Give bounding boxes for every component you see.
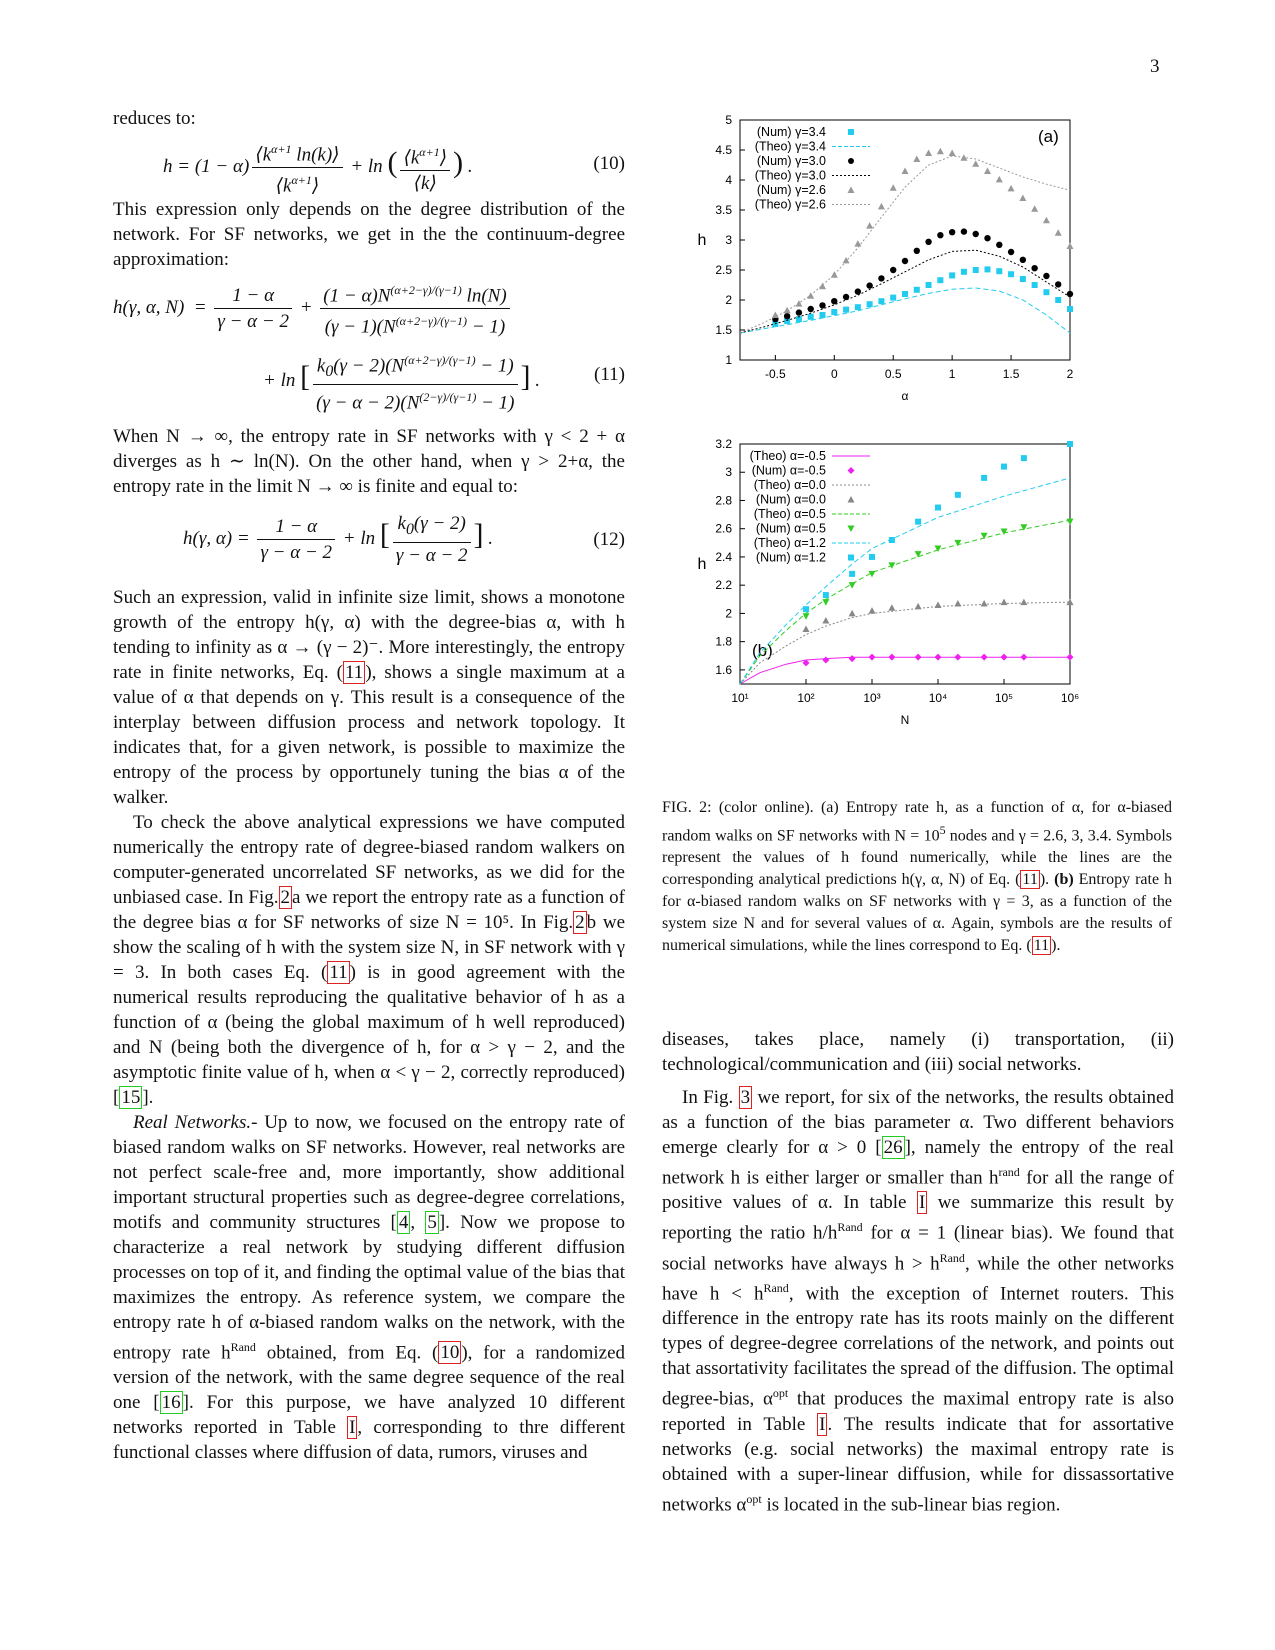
data-point <box>866 282 872 288</box>
data-point <box>849 655 856 662</box>
data-point <box>855 288 861 294</box>
fig-3-link[interactable]: 3 <box>740 1087 751 1108</box>
data-point <box>890 184 897 191</box>
eq-11-link-2[interactable]: 11 <box>329 962 348 983</box>
data-point <box>913 156 920 163</box>
data-point <box>1008 271 1014 277</box>
data-point <box>1055 229 1062 236</box>
figure-caption: FIG. 2: (color online). (a) Entropy rate h, as a function of α, for α-biased random walks on SF networks with $N = 10^5$ nodes and γ = 2.6, 3, 3.4. Symbols represent the values of h found numerically, while the lines are the corresponding analytical predictions h(γ, α, N) of Eq. ( 11 ). (b) Entropy rate h for α-biased random walks on SF networks with γ = 3, as a function of the system size N and for several values of α. Again, symbols are the results of numerical simulations, while the lines correspond to Eq. ( 11 ). <box>662 799 1173 955</box>
data-point <box>981 475 987 481</box>
data-point <box>984 168 991 175</box>
legend-label: (Num) γ=2.6 <box>756 183 826 197</box>
data-point <box>961 269 967 275</box>
data-point <box>803 613 810 620</box>
data-point <box>1043 289 1049 295</box>
data-point <box>849 610 856 617</box>
x-tick-label: 1 <box>948 367 956 381</box>
data-point <box>869 607 876 614</box>
data-point <box>1020 599 1027 606</box>
data-point <box>1020 276 1026 282</box>
data-point <box>1067 291 1073 297</box>
data-point <box>1055 297 1061 303</box>
data-point <box>822 599 829 606</box>
y-tick-label: 1 <box>725 353 732 367</box>
table-1-link-3[interactable]: I <box>819 1413 826 1435</box>
paragraph-when: When N → ∞, the entropy rate in SF networks with γ < 2 + α diverges as h ∼ ln(N). On the other hand, when γ > 2+α, the entropy rate in the limit N → ∞ is finite and equal to: <box>113 426 625 497</box>
x-tick-label: 10⁴ <box>928 691 948 705</box>
legend-label: (Theo) α=-0.5 <box>749 449 826 463</box>
data-point <box>819 283 826 290</box>
paragraph-check: To check the above analytical expressions we have computed numerically the entropy rate of degree-biased random walkers on computer-generated uncorrelated SF networks, as we did for the unbiased case. In Fig. 2 a we report the entropy rate as a function of the degree bias α for SF networks of size N = 10⁵. In Fig. 2 b we show the scaling of h with the system size N, in SF network with γ = 3. In both cases Eq. ( 11 ) is in good agreement with the numerical results reproducing the qualitative behavior of h as a function of α (being the global maximum of h well reproduced) and N (being both the divergence of h, for α > γ − 2, and the asymptotic finite value of h, when α < γ − 2, correctly reproduced) [ 15 ]. <box>113 812 625 1108</box>
data-point <box>869 654 876 661</box>
data-point <box>935 505 941 511</box>
data-point <box>961 228 967 234</box>
data-point <box>1032 282 1038 288</box>
paragraph-real-networks: Real Networks.- Up to now, we focused on the entropy rate of biased random walks on SF networks. However, real networks are not perfect scale-free and, more importantly, show additional important structural properties such as degree-degree correlations, motifs and community structures [ 4 , 5 ]. Now we propose to characterize a real network by studying different diffusion processes on top of it, and finding the optimal value of the bias that maximizes the entropy. As reference system, we compare the entropy rate h of α-biased random walks on the network, with the entropy rate $h^{Rand}$ obtained, from Eq. ( 10 ), for a randomized version of the network, with the same degree sequence of the real one [ 16 ]. For this purpose, we have analyzed 10 different networks reported in Table I , corresponding to thre different functional classes where diffusion of data, rumors, viruses and <box>113 1112 626 1464</box>
y-tick-label: 2.6 <box>715 521 732 536</box>
data-point <box>878 203 885 210</box>
data-point <box>1031 205 1038 212</box>
y-tick-label: 2 <box>725 293 732 307</box>
caption-eq-11-link[interactable]: 11 <box>1022 871 1038 889</box>
data-point <box>954 654 961 661</box>
data-point <box>878 275 884 281</box>
cite-26[interactable]: 26 <box>883 1137 903 1158</box>
equation-10-number: (10) <box>593 153 625 174</box>
cite-16[interactable]: 16 <box>161 1392 181 1414</box>
legend-swatch <box>848 467 855 474</box>
data-point <box>1019 195 1026 202</box>
data-point <box>935 601 942 608</box>
data-point <box>823 592 829 598</box>
data-point <box>1043 273 1049 279</box>
data-point <box>890 267 896 273</box>
x-tick-label: 2 <box>1066 367 1074 381</box>
data-point <box>820 312 826 318</box>
data-point <box>996 268 1002 274</box>
data-point <box>972 160 979 167</box>
legend-label: (Num) γ=3.4 <box>756 125 826 139</box>
fig-2-link[interactable]: 2 <box>280 887 291 908</box>
paragraph-expression: This expression only depends on the degree distribution of the network. For SF networks, we get in the the continuum-degree approximation: <box>113 199 625 270</box>
fig-2b-link[interactable]: 2 <box>575 912 585 933</box>
data-point <box>784 313 790 319</box>
data-point <box>973 267 979 273</box>
data-point <box>902 168 909 175</box>
legend-swatch <box>848 158 854 164</box>
eq-10-link[interactable]: 10 <box>440 1342 460 1364</box>
data-point <box>1001 599 1008 606</box>
legend-swatch <box>848 496 855 503</box>
data-point <box>1001 529 1008 536</box>
legend-swatch <box>848 555 854 561</box>
data-point <box>1001 464 1007 470</box>
data-point <box>1067 441 1073 447</box>
equation-11-number: (11) <box>594 364 625 385</box>
y-tick-label: 2.8 <box>715 493 732 508</box>
data-point <box>890 295 896 301</box>
data-point <box>867 301 873 307</box>
data-point <box>1043 217 1050 224</box>
data-point <box>926 282 932 288</box>
panel-label: (b) <box>752 641 773 660</box>
data-point <box>1008 249 1014 255</box>
data-point <box>819 302 825 308</box>
legend-label: (Num) α=0.0 <box>755 492 826 507</box>
data-point <box>772 312 779 319</box>
legend-label: (Theo) α=0.0 <box>753 478 826 492</box>
caption-eq-11-link-2[interactable]: 11 <box>1033 937 1050 955</box>
data-point <box>803 625 810 632</box>
data-point <box>949 272 955 278</box>
x-axis-label: α <box>901 389 909 403</box>
legend-label: (Num) α=0.5 <box>755 521 826 536</box>
x-tick-label: 1.5 <box>1002 367 1020 381</box>
legend-label: (Num) γ=3.0 <box>756 154 826 168</box>
cite-5[interactable]: 5 <box>427 1212 437 1233</box>
legend-swatch <box>848 129 854 135</box>
legend-label: (Theo) γ=2.6 <box>754 197 826 212</box>
paragraph-such: Such an expression, valid in infinite size limit, shows a monotone growth of the entropy h(γ, α) with the degree-bias α, with h tending to infinity as α → (γ − 2)⁻. More interestingly, the entropy rate in finite networks, Eq. ( 11 ), shows a single maximum at a value of α that depends on γ. This result is a consequence of the interplay between diffusion process and network topology. It indicates that, for a given network, is possible to maximize the entropy of the process by opportunely tuning the bias α of the walker. <box>113 587 625 808</box>
data-point <box>1067 243 1074 250</box>
y-axis-label: h <box>697 232 707 249</box>
chart-panel-b <box>690 432 1140 752</box>
y-tick-label: 3 <box>725 465 732 480</box>
data-point <box>888 604 895 611</box>
data-point <box>1021 455 1027 461</box>
legend-label: (Theo) α=0.5 <box>753 507 826 521</box>
x-tick-label: 10² <box>797 691 815 705</box>
left-column <box>113 106 625 1465</box>
data-point <box>1001 654 1008 661</box>
data-point <box>1067 654 1074 661</box>
table-1-link[interactable]: I <box>349 1417 356 1439</box>
x-tick-label: 10⁵ <box>994 691 1014 705</box>
data-point <box>949 229 955 235</box>
data-point <box>981 654 988 661</box>
data-point <box>949 150 956 157</box>
x-axis-label: N <box>900 713 910 727</box>
y-tick-label: 2.4 <box>715 549 732 564</box>
data-point <box>888 562 895 569</box>
paragraph-reduces: reduces to: <box>113 108 196 129</box>
data-point <box>808 306 814 312</box>
data-point <box>889 537 895 543</box>
legend-label: (Theo) γ=3.4 <box>754 139 826 154</box>
data-point <box>954 540 961 547</box>
data-point <box>981 600 988 607</box>
data-point <box>915 603 922 610</box>
y-tick-label: 2.5 <box>715 263 732 277</box>
table-1-link-2[interactable]: I <box>918 1192 926 1214</box>
data-point <box>849 582 856 589</box>
right-column <box>662 1027 1174 1517</box>
x-tick-label: 0 <box>830 367 838 381</box>
data-point <box>822 617 829 624</box>
y-tick-label: 4.5 <box>715 143 732 157</box>
data-point <box>914 287 920 293</box>
equation-10: h = (1 − α) $\frac{⟨k^{\alpha+1} \ln(k)⟩}{⟨k^{\alpha+1}⟩}$ + ln ( $\frac{⟨k^{\alpha+1}⟩}{⟨k⟩}$ ) . (10) <box>113 137 625 191</box>
data-point <box>996 242 1002 248</box>
page-number: 3 <box>1150 56 1160 77</box>
data-point <box>1008 185 1015 192</box>
data-point <box>831 309 837 315</box>
data-point <box>878 298 884 304</box>
data-point <box>1020 654 1027 661</box>
chart-panel-a <box>690 108 1140 428</box>
series-line <box>740 602 1070 684</box>
x-tick-label: -0.5 <box>765 367 786 381</box>
data-point <box>915 519 921 525</box>
data-point <box>996 176 1003 183</box>
paragraph-fig3: In Fig. 3 we report, for six of the networks, the results obtained as a function of the bias parameter α. Two different behaviors emerge clearly for α > 0 [ 26 ], namely the entropy of the real network h is either larger or smaller than $h^{rand}$ for all the range of positive values of α. In table I we summarize this result by reporting the ratio $h/h^{Rand}$ for α = 1 (linear bias). We found that social networks have always $h > h^{Rand}$, while the other networks have $h < h^{Rand}$, with the exception of Internet routers. This difference in the entropy rate has its roots mainly on the different types of degree-degree correlations of the network, and points out that assortativity facilitates the spread of the diffusion. The optimal degree-bias, $\alpha^{opt}$ that produces the maximal entropy rate is also reported in Table I . The results indicate that for assortative networks (e.g. social networks) the maximal entropy rate is obtained with a super-linear diffusion, while for dissassortative networks $\alpha^{opt}$ is located in the sub-linear bias region. <box>662 1087 1175 1515</box>
legend-swatch <box>848 187 855 194</box>
data-point <box>954 600 961 607</box>
equation-12: h(γ, α) = $\frac{1 - \alpha}{\gamma - \alpha - 2}$ + ln [ $\frac{k_0(\gamma - 2)}{\gamma - \alpha - 2}$ ] . (12) <box>183 513 625 566</box>
data-point <box>822 657 829 664</box>
y-tick-label: 2.2 <box>715 578 732 593</box>
data-point <box>984 235 990 241</box>
data-point <box>955 492 961 498</box>
data-point <box>925 150 932 157</box>
paragraph-diseases: diseases, takes place, namely (i) transportation, (ii) technological/communication and (iii) social networks. <box>662 1029 1174 1075</box>
data-point <box>937 148 944 155</box>
legend-label: (Num) α=1.2 <box>755 550 826 565</box>
data-point <box>854 240 861 247</box>
data-point <box>1055 281 1061 287</box>
data-point <box>888 654 895 661</box>
y-tick-label: 3.2 <box>715 437 732 451</box>
data-point <box>935 654 942 661</box>
data-point <box>914 248 920 254</box>
data-point <box>1020 257 1026 263</box>
data-point <box>866 222 873 229</box>
legend-label: (Theo) α=1.2 <box>753 536 826 550</box>
data-point <box>803 606 809 612</box>
y-axis-label: h <box>697 556 707 573</box>
panel-label: (a) <box>1038 127 1059 146</box>
cite-4[interactable]: 4 <box>398 1212 409 1233</box>
data-point <box>1031 265 1037 271</box>
data-point <box>985 266 991 272</box>
data-point <box>937 232 943 238</box>
x-tick-label: 10¹ <box>731 691 749 705</box>
y-tick-label: 1.6 <box>715 662 732 677</box>
series-line <box>740 657 1070 684</box>
x-tick-label: 10³ <box>863 691 881 705</box>
y-tick-label: 4 <box>725 173 732 187</box>
data-point <box>937 277 943 283</box>
data-point <box>808 314 814 320</box>
y-tick-label: 3 <box>725 233 732 247</box>
legend-label: (Theo) γ=3.0 <box>754 168 826 183</box>
eq-11-link[interactable]: 11 <box>345 662 364 683</box>
y-tick-label: 1.8 <box>715 634 732 649</box>
x-tick-label: 0.5 <box>884 367 902 381</box>
data-point <box>869 554 875 560</box>
y-tick-label: 3.5 <box>715 203 732 217</box>
data-point <box>902 291 908 297</box>
y-tick-label: 5 <box>725 113 732 127</box>
x-tick-label: 10⁶ <box>1060 691 1080 705</box>
data-point <box>849 571 855 577</box>
data-point <box>1067 519 1074 526</box>
equation-12-number: (12) <box>593 529 625 550</box>
data-point <box>973 231 979 237</box>
cite-15[interactable]: 15 <box>121 1087 141 1108</box>
equation-11: h(γ, α, N) = $\frac{1 - \alpha}{\gamma - \alpha - 2}$ + $\frac{(1 - \alpha)N^{(\alpha+2-\gamma)/(\gamma-1)} \ln(N)}{(\gamma - 1)(N^{(\alpha+2-\gamma)/(\gamma-1)} - 1)}$ + ln [ $\frac{k_0(\gamma - 2)(N^{(\alpha+2-\gamma)/(\gamma-1)} - 1)}{(\gamma - \alpha - 2)(N^{(2-\gamma)/(\gamma-1)} - 1)}$ ] . (11) <box>113 278 625 418</box>
data-point <box>796 309 802 315</box>
data-point <box>915 654 922 661</box>
y-tick-label: 2 <box>725 606 732 621</box>
legend-label: (Num) α=-0.5 <box>751 463 826 478</box>
data-point <box>925 239 931 245</box>
data-point <box>1067 306 1073 312</box>
data-point <box>855 304 861 310</box>
y-tick-label: 1.5 <box>715 323 732 337</box>
data-point <box>843 307 849 313</box>
data-point <box>902 258 908 264</box>
data-point <box>915 551 922 558</box>
legend-swatch <box>848 526 855 533</box>
